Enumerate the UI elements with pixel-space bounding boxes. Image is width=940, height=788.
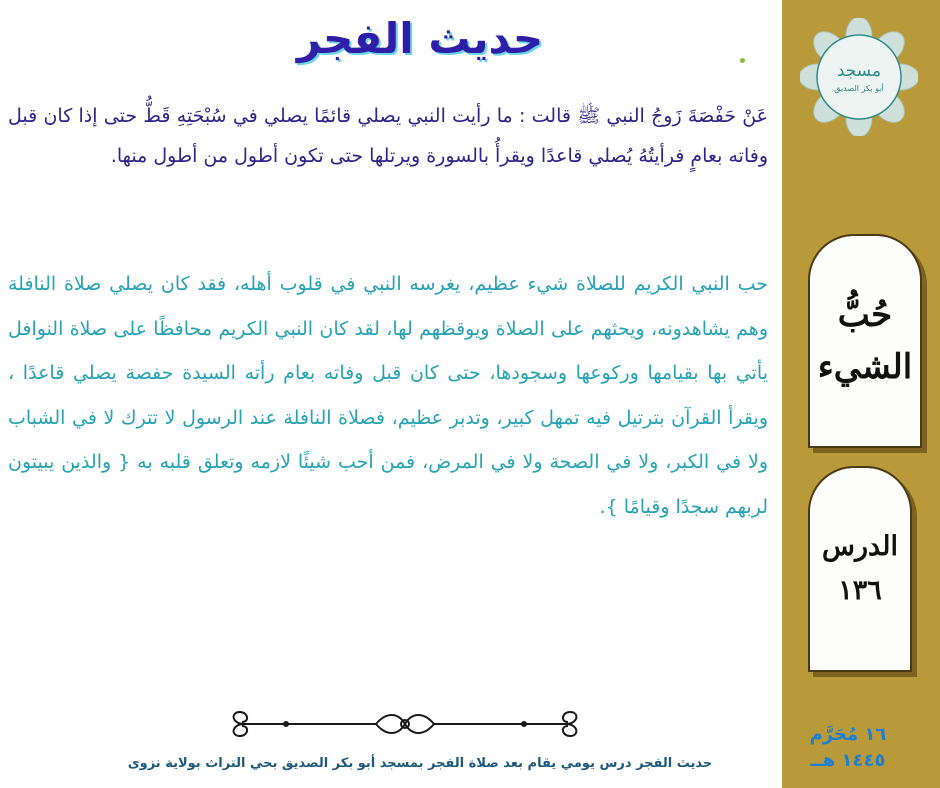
hijri-date [786,722,910,774]
mosque-logo-icon [800,18,918,136]
decorative-dot [740,58,745,63]
lesson-text: حب النبي الكريم للصلاة شيء عظيم، يغرسه النبي في قلوب أهله، فقد كان يصلي صلاة النافلة وهم يشاهدونه، ويحثهم على الصلاة ويوقظهم لها، لقد كان النبي الكريم محافظًا على صلاة النوافل يأتي بها بقيامها وركوعها وسجودها، حتى كان قبل وفاته بعام رأته السيدة حفصة يصلي قاعدًا ، ويقرأ القرآن بترتيل فيه تمهل كبير، وتدبر عظيم، فصلاة النافلة عند الرسول لا تترك لا في الشباب ولا في الكبر، ولا في الصحة ولا في المرض، فمن أحب شيئًا لازمه وتعلق قلبه به { والذين يبيتون لربهم سجدًا وقيامًا }. [8,273,768,518]
topic-card [808,234,922,448]
topic-title-line2: الشيء [817,347,913,387]
logo-title: مسجد [836,61,882,81]
hadith-text: عَنْ حَفْصَةَ زَوجُ النبي ﷺ قالت : ما رأيت النبي يصلي قائمًا يصلي في سُبْحَتِهِ قَطُّ حتى إذا كان قبل وفاته بعامٍ فرأيتُهُ يُصلي قاعدًا ويقرأُ بالسورة ويرتلها حتى تكون أطول من أطول منها. [8,105,768,167]
topic-title-line1: حُبُّ [837,295,893,335]
footer-note: حديث الفجر درس يومي يقام بعد صلاة الفجر بمسجد أبو بكر الصديق بحي التراث بولاية نزوى [127,756,713,771]
lesson-number: ١٣٦ [838,575,882,606]
lesson-number-card [808,466,912,672]
divider-ornament-icon [226,706,584,742]
date-year: ١٤٤٥ هــ [810,750,886,771]
page-title: حديث الفجر [296,14,544,63]
lesson-label: الدرس [822,531,898,562]
logo-subtitle: أبو بكر الصديق [834,84,884,93]
date-day-month: ١٦ مُحَرَّم [809,724,887,745]
